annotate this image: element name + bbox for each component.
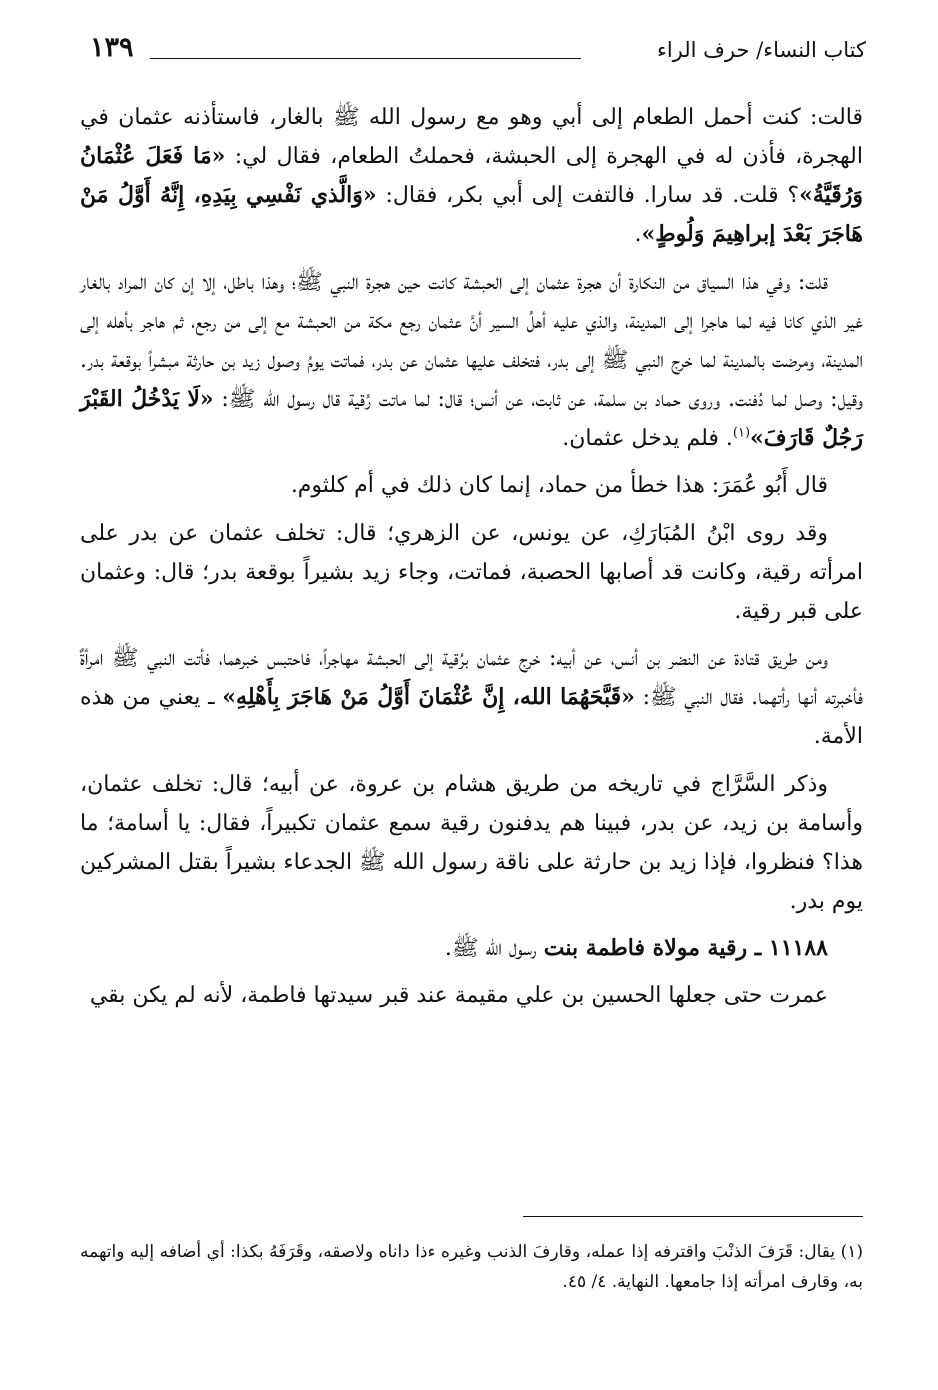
paragraph-2-text-b: . فلم يدخل عثمان.	[562, 426, 733, 452]
page-header	[90, 30, 866, 74]
paragraph-1-text-c: .	[634, 222, 642, 248]
hadith-quote: «لَا يَدْخُلُ القَبْرَ رَجُلٌ قَارَفَ»	[80, 386, 863, 452]
paragraph-2-text-a: قلت: وفي هذا السياق من النكارة أن هجرة عثمان إلى الحبشة كانت حين هجرة النبي ﷺ؛ وهذا باطل، إلا إن كان المراد بالغار غير الذي كانا فيه لما هاجرا إلى المدينة، والذي عليه أهلُ السير أنَّ عثمان رجع مكة من الحبشة مع إلى من رجع، ثم هاجر بأهله إلى المدينة، ومرضت بالمدينة لما خرج النبي ﷺ إلى بدر، فتخلف عليها عثمان عن بدر، فماتت يومُ وصول زيد بن حارثة مبشراً بوقعة بدر. وقيل: وصل لما دُفنت. وروى حماد بن سلمة، عن ثابت، عن أنس؛ قال: لما ماتت رُقية قال رسول الله ﷺ:	[80, 269, 863, 413]
entry-heading	[80, 929, 863, 968]
footnote-separator	[523, 1216, 863, 1217]
page-number: ١٣٩	[90, 32, 134, 63]
footnote-marker[interactable]: (١)	[732, 425, 751, 441]
paragraph-7: عمرت حتى جعلها الحسين بن علي مقيمة عند قبر سيدتها فاطمة، لأنه لم يكن بقي	[89, 983, 828, 1009]
main-text	[80, 98, 863, 1023]
paragraph-1-text-a: قالت: كنت أحمل الطعام إلى أبي وهو مع رسول الله ﷺ بالغار، فاستأذنه عثمان في الهجرة، فأذن له في الهجرة إلى الحبشة، فحملتُ الطعام، فقال لي:	[80, 105, 864, 170]
paragraph-1	[80, 98, 863, 255]
paragraph-5	[80, 639, 863, 756]
hadith-quote: «وَالَّذي نَفْسِي بِيَدِهِ، إِنَّهُ أَوَّلُ مَنْ هَاجَرَ بَعْدَ إبراهِيمَ وَلُوطٍ»	[80, 182, 863, 248]
footnotes	[80, 1238, 863, 1298]
paragraph-5-text-b: ـ يعني من هذه الأمة.	[80, 685, 863, 750]
footnote-1: (١) يقال: قَرَفَ الذنْبَ واقترفه إذا عمله، وقارفَ الذنب وغيره ءذا داناه ولاصقه، وقَرَفَهُ بكذا: أي أضافه إليه واتهمه به، وقارف امرأته إذا جامعها. النهاية. ٤/ ٤٥.	[80, 1242, 863, 1292]
hadith-quote: «مَا فَعَلَ عُثْمَانُ وَرُقَيَّةُ»	[80, 143, 864, 209]
entry-title: ١١١٨٨ ـ رقية مولاة فاطمة بنت	[543, 935, 828, 962]
paragraph-6: وذكر السَّرَّاج في تاريخه من طريق هشام بن عروة، عن أبيه؛ قال: تخلف عثمان، وأسامة بن زيد، عن بدر، فبينا هم يدفنون رقية سمع عثمان تكبيراً، فقال: يا أسامة؛ ما هذا؟ فنظروا، فإذا زيد بن حارثة على ناقة رسول الله ﷺ الجدعاء بشيراً بقتل المشركين يوم بدر.	[79, 771, 863, 914]
paragraph-1-text-b: ؟ قلت. قد سارا. فالتفت إلى أبي بكر، فقال:	[376, 183, 800, 209]
paragraph-5-text-a: ومن طريق قتادة عن النضر بن أنس، عن أبيه: خرج عثمان برُقية إلى الحبشة مهاجراً، فاحتبس خبرهما، فأتت النبي ﷺ امرأةٌ فأخبرته أنها رأتهما. فقال النبي ﷺ:	[80, 646, 863, 711]
paragraph-3: قال أَبُو عُمَرَ: هذا خطأ من حماد، إنما كان ذلك في أم كلثوم.	[290, 473, 828, 499]
header-rule	[150, 58, 581, 59]
running-title: كتاب النساء/ حرف الراء	[656, 38, 866, 62]
hadith-quote: «قَبَّحَهُمَا الله، إِنَّ عُثْمَانَ أَوَّلُ مَنْ هَاجَرَ بِأَهْلِهِ»	[222, 684, 635, 711]
paragraph-4: وقد روى ابْنُ المُبَارَكِ، عن يونس، عن الزهري؛ قال: تخلف عثمان عن بدر على امرأته رقية، وكانت قد أصابها الحصبة، فماتت، وجاء زيد بشيراً بوقعة بدر؛ قال: وعثمان على قبر رقية.	[80, 520, 863, 624]
paragraph-2	[80, 263, 863, 459]
entry-title-rest: رسول الله ﷺ.	[444, 936, 544, 962]
